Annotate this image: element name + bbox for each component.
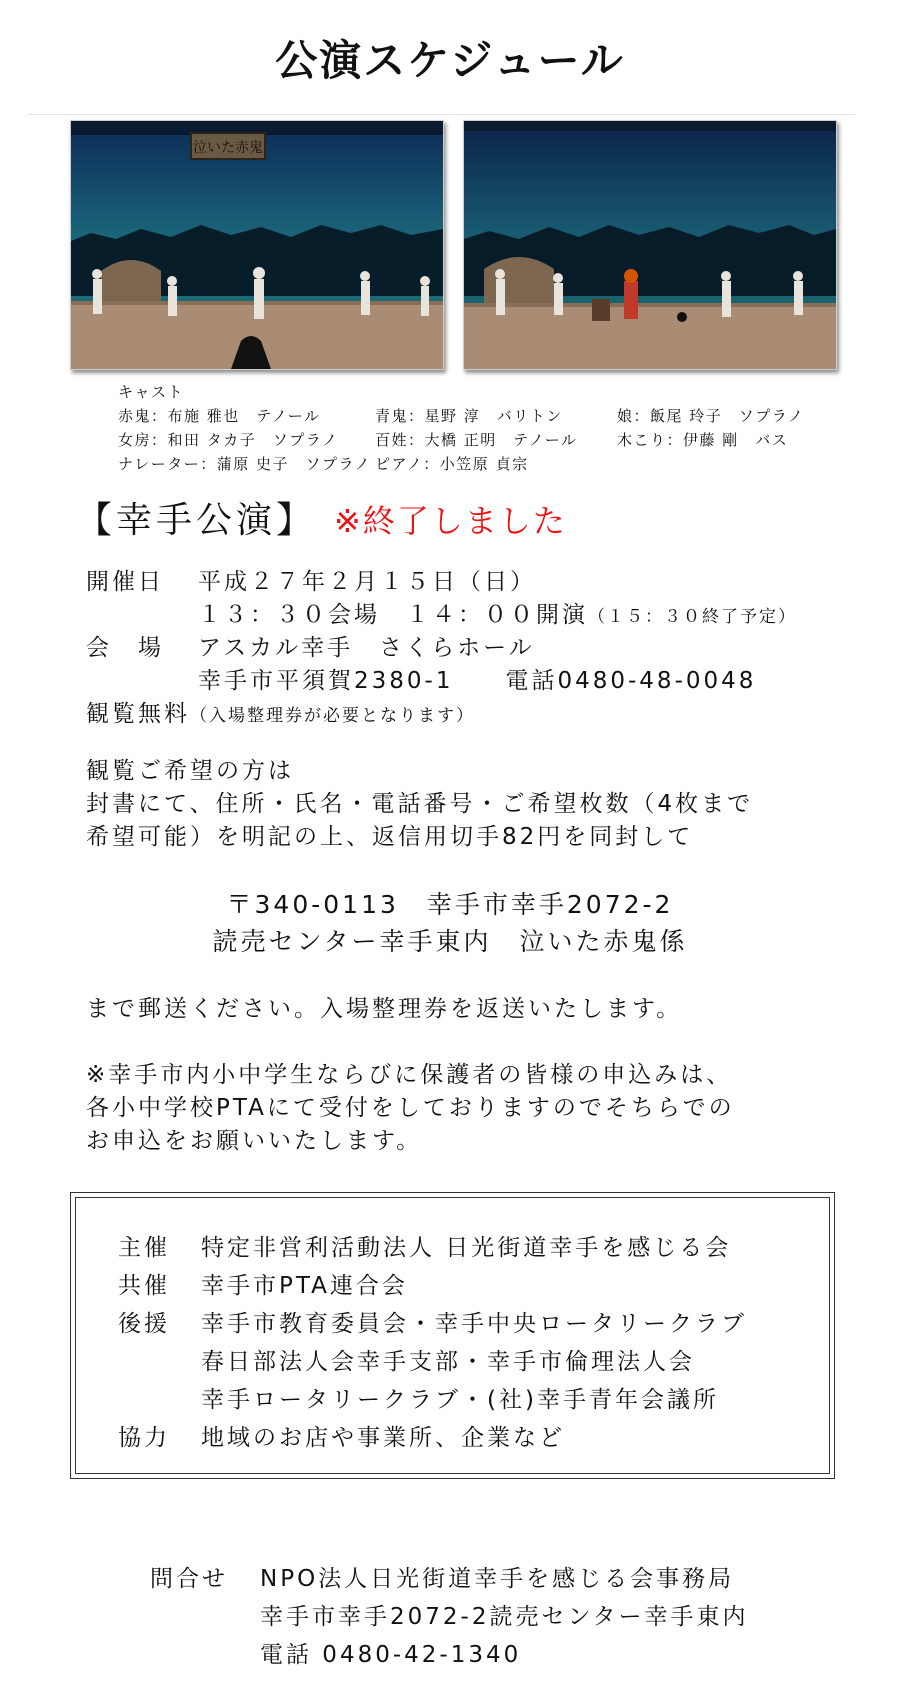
coop-label: 協力 (118, 1425, 170, 1451)
cast-member: ナレーター：蒲原 史子 ソプラノ (118, 455, 372, 473)
performance-status: ※終了しました (334, 502, 567, 540)
contact-phone: 電話 0480-42-1340 (260, 1642, 522, 1668)
application-line: 観覧ご希望の方は (86, 758, 294, 784)
mail-address: 〒340-0113 幸手市幸手2072-2 (226, 890, 674, 919)
support-line (118, 1381, 719, 1414)
cast-member: 百姓：大橋 正明 テノール (375, 431, 578, 449)
cast-row (118, 452, 804, 476)
support-value: 春日部法人会幸手支部・幸手市倫理法人会 (201, 1349, 695, 1375)
cast-member: 娘：飯尾 玲子 ソプラノ (617, 407, 805, 425)
stage-sign-text: 泣いた赤鬼 (193, 140, 263, 156)
support-value: 幸手ロータリークラブ・(社)幸手青年会議所 (201, 1387, 719, 1413)
venue-label: 会 場 (86, 635, 164, 661)
performance-heading (76, 492, 567, 543)
application-closing: まで郵送ください。入場整理券を返送いたします。 (86, 996, 683, 1022)
host-line (118, 1229, 731, 1262)
contact-line (150, 1598, 749, 1631)
cohost-label: 共催 (118, 1273, 170, 1299)
coop-line (118, 1419, 565, 1452)
time-note: （１５：３０終了予定） (588, 607, 797, 627)
student-note-line: 各小中学校PTAにて受付をしておりますのでそちらでの (86, 1095, 735, 1121)
cohost-value: 幸手市PTA連合会 (201, 1273, 408, 1299)
contact-line (150, 1560, 734, 1593)
cast-member: 女房：和田 タカ子 ソプラノ (118, 431, 339, 449)
contact-address: 幸手市幸手2072-2読売センター幸手東内 (260, 1604, 749, 1630)
stage-photo-2 (463, 120, 837, 370)
student-note-line: ※幸手市内小中学生ならびに保護者の皆様の申込みは、 (86, 1062, 733, 1088)
time-line (86, 596, 797, 629)
support-line (118, 1305, 747, 1338)
fee-value: 観覧無料 (86, 701, 190, 727)
cast-member: 木こり：伊藤 剛 バス (617, 431, 789, 449)
cast-member: 赤鬼：布施 雅也 テノール (118, 407, 321, 425)
cohost-line (118, 1267, 408, 1300)
address-line (86, 662, 756, 695)
fee-line (86, 695, 475, 728)
cast-member: ピアノ：小笠原 貞宗 (375, 455, 529, 473)
organizers-box (70, 1192, 835, 1479)
host-value: 特定非営利活動法人 日光街道幸手を感じる会 (201, 1235, 732, 1261)
date-value: 平成２７年２月１５日（日） (198, 569, 536, 595)
application-line: 封書にて、住所・氏名・電話番号・ご希望枚数（4枚まで (86, 791, 754, 817)
time-value: １３：３０会場 １４：００開演 (198, 602, 588, 628)
support-label: 後援 (118, 1311, 170, 1337)
venue-address: 幸手市平須賀2380-1 電話0480-48-0048 (198, 668, 757, 694)
cast-member: 青鬼：星野 淳 バリトン (375, 407, 563, 425)
cast-section (118, 380, 804, 476)
mail-recipient: 読売センター幸手東内 泣いた赤鬼係 (212, 927, 688, 956)
cast-row (118, 428, 804, 452)
date-line (86, 563, 536, 596)
application-line: 希望可能）を明記の上、返信用切手82円を同封して (86, 824, 694, 850)
stage-photo-1 (70, 120, 444, 370)
cast-heading: キャスト (118, 383, 185, 401)
student-note-line: お申込をお願いいたします。 (86, 1128, 423, 1154)
host-label: 主催 (118, 1235, 170, 1261)
venue-line (86, 629, 535, 662)
cast-row (118, 404, 804, 428)
coop-value: 地域のお店や事業所、企業など (201, 1425, 565, 1451)
contact-label: 問合せ (150, 1566, 228, 1592)
title-divider (28, 114, 856, 115)
contact-line (150, 1636, 521, 1669)
support-line (118, 1343, 695, 1376)
venue-value: アスカル幸手 さくらホール (198, 635, 535, 661)
contact-org: NPO法人日光街道幸手を感じる会事務局 (260, 1566, 735, 1592)
page-title: 公演スケジュール (275, 36, 625, 85)
performance-name: 【幸手公演】 (76, 500, 317, 541)
date-label: 開催日 (86, 569, 164, 595)
support-value: 幸手市教育委員会・幸手中央ロータリークラブ (201, 1311, 747, 1337)
fee-note: （入場整理券が必要となります） (190, 706, 475, 726)
